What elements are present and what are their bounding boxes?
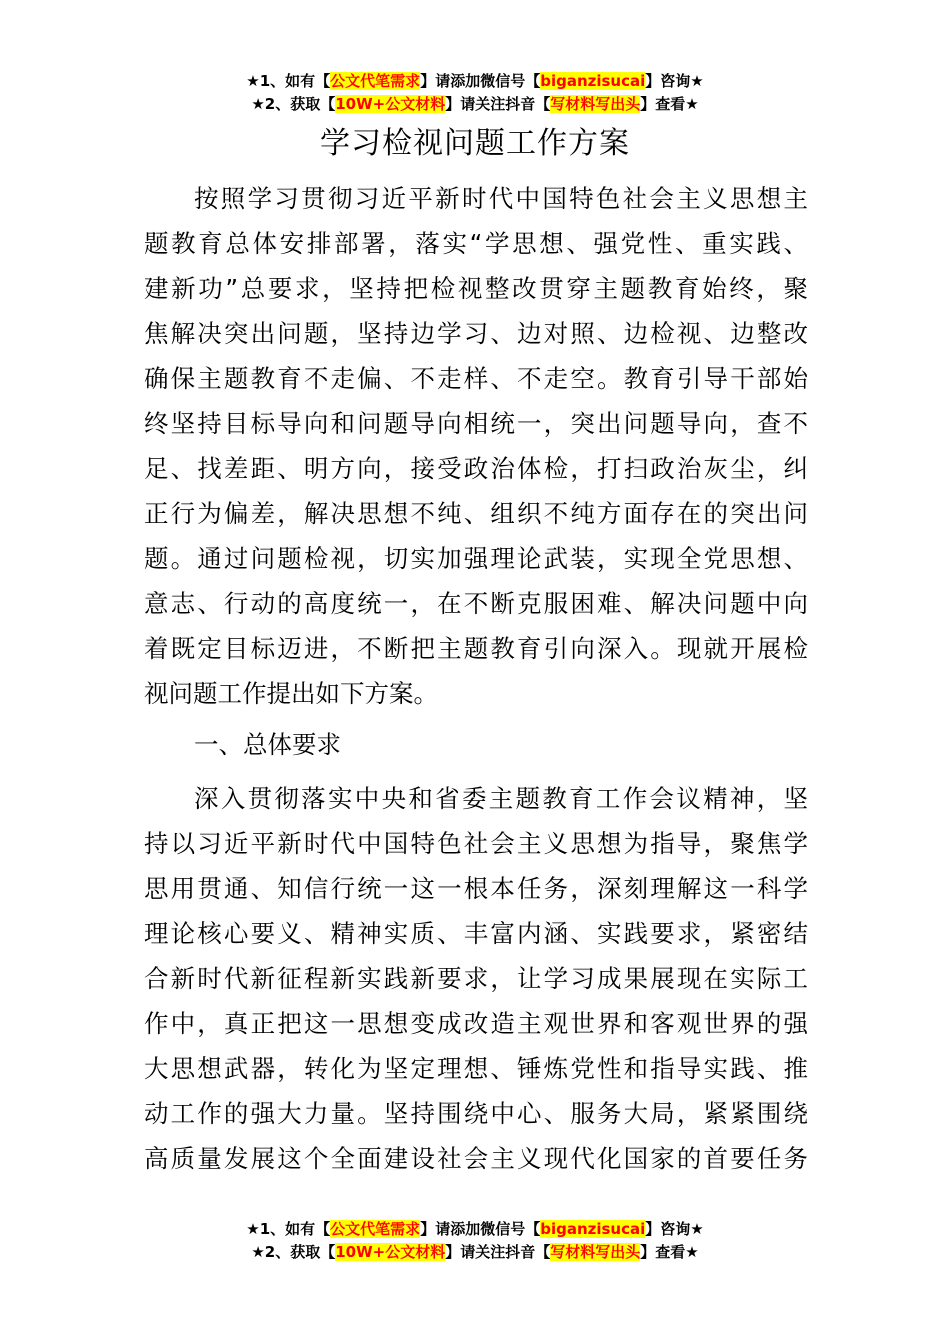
text-line: 建新功”总要求，坚持把检视整改贯穿主题教育始终，聚 <box>144 274 808 303</box>
banner-text: 】请关注抖音【 <box>445 1243 551 1261</box>
banner-line-1 <box>0 70 950 93</box>
banner-text: ★2、获取【 <box>251 95 336 113</box>
banner-text: 】查看★ <box>640 1243 699 1261</box>
header-banner <box>0 70 950 116</box>
text-line: 深入贯彻落实中央和省委主题教育工作会议精神，坚 <box>194 784 808 813</box>
text-line: 思用贯通、知信行统一这一根本任务，深刻理解这一科学 <box>144 874 808 903</box>
text-line: 正行为偏差，解决思想不纯、组织不纯方面存在的突出问 <box>144 499 808 528</box>
banner-text: 】请添加微信号【 <box>420 1220 541 1238</box>
text-line: 高质量发展这个全面建设社会主义现代化国家的首要任务 <box>144 1144 808 1173</box>
banner-highlight: biganzisucai <box>540 1220 646 1238</box>
text-line: 合新时代新征程新实践新要求，让学习成果展现在实际工 <box>144 964 808 993</box>
banner-text: ★1、如有【 <box>246 1220 331 1238</box>
text-line: 理论核心要义、精神实质、丰富内涵、实践要求，紧密结 <box>144 919 808 948</box>
banner-text: ★1、如有【 <box>246 72 331 90</box>
paragraph-1 <box>144 176 808 716</box>
section-heading <box>144 722 808 767</box>
text-line: 视问题工作提出如下方案。 <box>144 679 438 708</box>
text-line: 持以习近平新时代中国特色社会主义思想为指导，聚焦学 <box>144 829 808 858</box>
banner-highlight: 公文代笔需求 <box>330 72 421 90</box>
banner-text: 】请关注抖音【 <box>445 95 551 113</box>
banner-text: 】咨询★ <box>645 72 704 90</box>
text-line: 大思想武器，转化为坚定理想、锤炼党性和指导实践、推 <box>144 1054 808 1083</box>
text-line: 终坚持目标导向和问题导向相统一，突出问题导向，查不 <box>144 409 808 438</box>
section-1-heading: 一、总体要求 <box>194 730 341 759</box>
banner-text: 】咨询★ <box>645 1220 704 1238</box>
paragraph-2 <box>144 776 808 1181</box>
text-line: 题教育总体安排部署，落实“学思想、强党性、重实践、 <box>144 229 808 258</box>
text-line: 按照学习贯彻习近平新时代中国特色社会主义思想主 <box>194 184 808 213</box>
text-line: 意志、行动的高度统一，在不断克服困难、解决问题中向 <box>144 589 808 618</box>
banner-highlight: 写材料写出头 <box>550 95 641 113</box>
text-line: 题。通过问题检视，切实加强理论武装，实现全党思想、 <box>144 544 808 573</box>
banner-text: 】查看★ <box>640 95 699 113</box>
banner-highlight: 写材料写出头 <box>550 1243 641 1261</box>
banner-text: ★2、获取【 <box>251 1243 336 1261</box>
text-line: 作中，真正把这一思想变成改造主观世界和客观世界的强 <box>144 1009 808 1038</box>
banner-line-2 <box>0 1241 950 1264</box>
text-line: 焦解决突出问题，坚持边学习、边对照、边检视、边整改 <box>144 319 808 348</box>
document-title: 学习检视问题工作方案 <box>320 126 630 161</box>
text-line: 足、找差距、明方向，接受政治体检，打扫政治灰尘，纠 <box>144 454 808 483</box>
footer-banner <box>0 1218 950 1264</box>
text-line: 着既定目标迈进，不断把主题教育引向深入。现就开展检 <box>144 634 808 663</box>
banner-line-1 <box>0 1218 950 1241</box>
banner-highlight: 公文代笔需求 <box>330 1220 421 1238</box>
banner-highlight: 10W+公文材料 <box>335 1243 446 1261</box>
text-line: 动工作的强大力量。坚持围绕中心、服务大局，紧紧围绕 <box>144 1099 808 1128</box>
banner-highlight: biganzisucai <box>540 72 646 90</box>
text-line: 确保主题教育不走偏、不走样、不走空。教育引导干部始 <box>144 364 808 393</box>
banner-text: 】请添加微信号【 <box>420 72 541 90</box>
banner-highlight: 10W+公文材料 <box>335 95 446 113</box>
banner-line-2 <box>0 93 950 116</box>
